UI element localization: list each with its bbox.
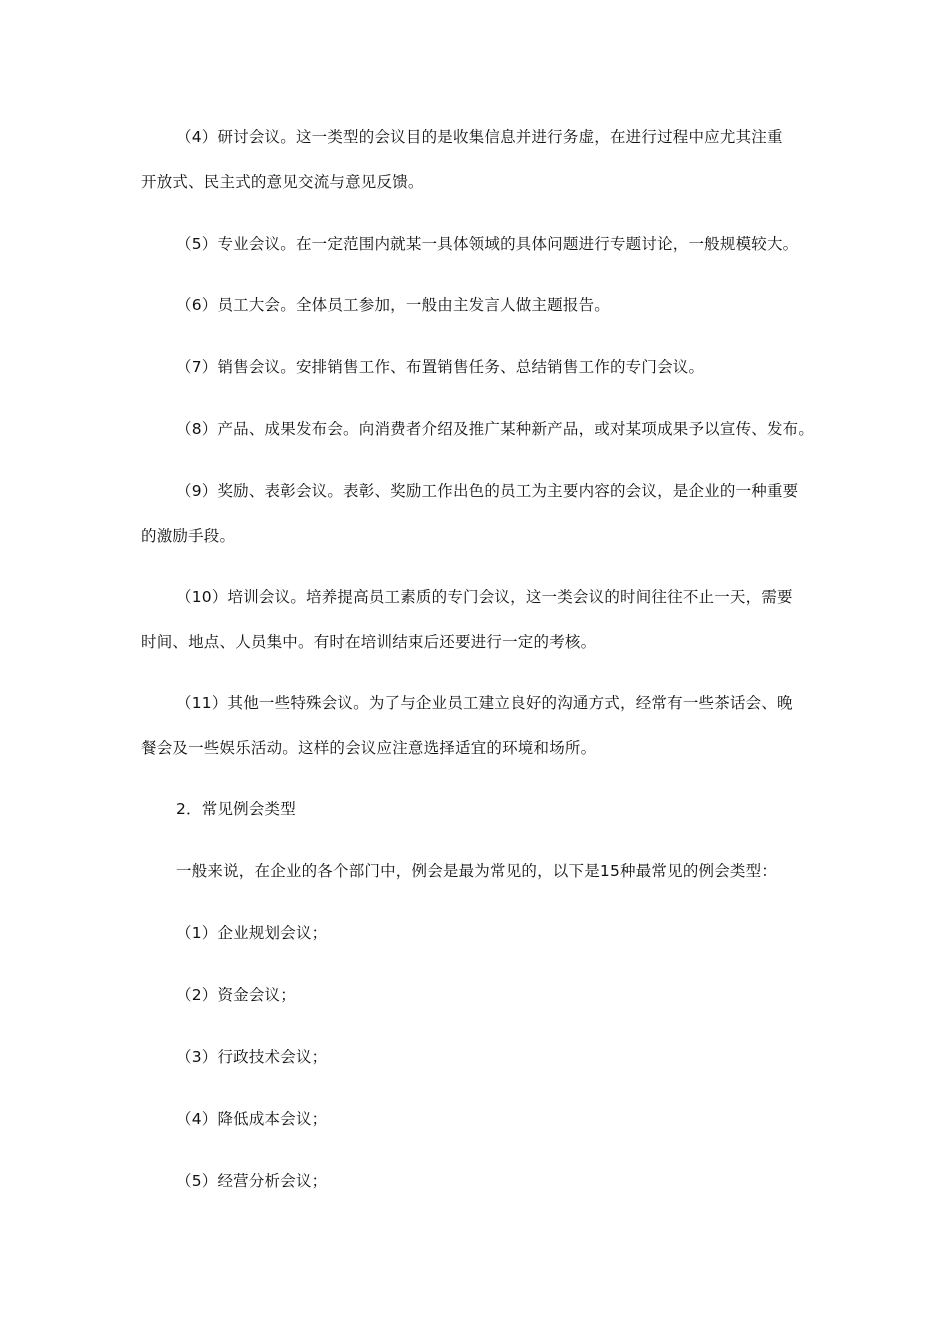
- list-item: （3）行政技术会议；: [176, 1048, 328, 1066]
- paragraph-10-line-2: 时间、地点、人员集中。有时在培训结束后还要进行一定的考核。: [141, 633, 597, 651]
- paragraph-11-line-1: （11）其他一些特殊会议。为了与企业员工建立良好的沟通方式，经常有一些茶话会、晚: [176, 694, 793, 712]
- paragraph-4-line-2: 开放式、民主式的意见交流与意见反馈。: [141, 173, 424, 191]
- paragraph-9-line-1: （9）奖励、表彰会议。表彰、奖励工作出色的员工为主要内容的会议，是企业的一种重要: [176, 482, 799, 500]
- intro-paragraph: 一般来说，在企业的各个部门中，例会是最为常见的，以下是15种最常见的例会类型：: [176, 862, 778, 880]
- paragraph-9-line-2: 的激励手段。: [141, 527, 236, 545]
- list-item: （1）企业规划会议；: [176, 924, 328, 942]
- paragraph-6: （6）员工大会。全体员工参加，一般由主发言人做主题报告。: [176, 296, 610, 314]
- paragraph-7: （7）销售会议。安排销售工作、布置销售任务、总结销售工作的专门会议。: [176, 358, 705, 376]
- paragraph-8: （8）产品、成果发布会。向消费者介绍及推广某种新产品，或对某项成果予以宣传、发布。: [176, 420, 815, 438]
- paragraph-5: （5）专业会议。在一定范围内就某一具体领域的具体问题进行专题讨论，一般规模较大。: [176, 235, 799, 253]
- paragraph-4-line-1: （4）研讨会议。这一类型的会议目的是收集信息并进行务虚，在进行过程中应尤其注重: [176, 128, 783, 146]
- section-heading: 2．常见例会类型: [176, 800, 296, 818]
- list-item: （5）经营分析会议；: [176, 1172, 328, 1190]
- list-item: （2）资金会议；: [176, 986, 296, 1004]
- paragraph-11-line-2: 餐会及一些娱乐活动。这样的会议应注意选择适宜的环境和场所。: [141, 739, 597, 757]
- paragraph-10-line-1: （10）培训会议。培养提高员工素质的专门会议，这一类会议的时间往往不止一天，需要: [176, 588, 793, 606]
- list-item: （4）降低成本会议；: [176, 1110, 328, 1128]
